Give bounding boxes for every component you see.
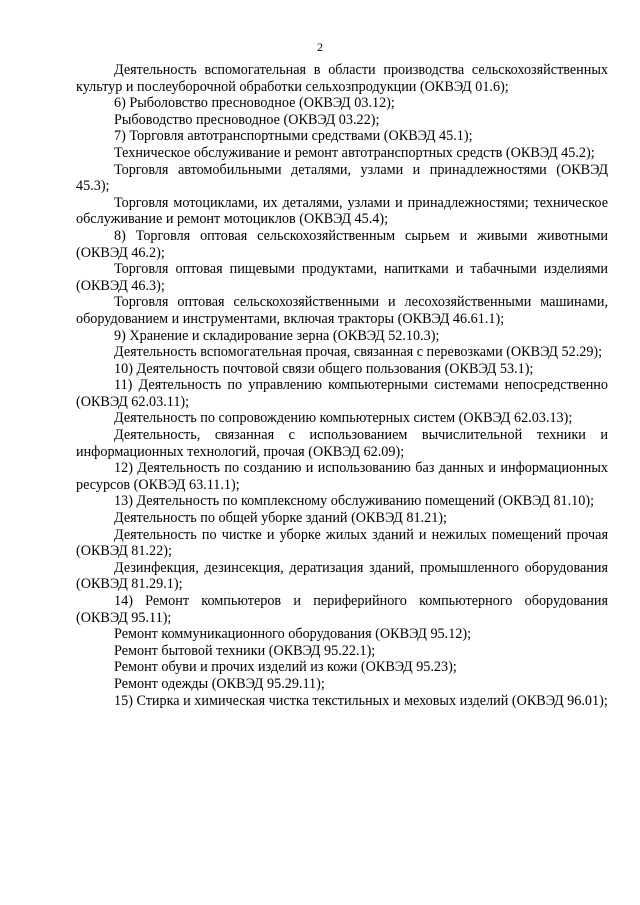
paragraph: Ремонт коммуникационного оборудования (ОКВЭД 95.12); xyxy=(114,626,472,643)
paragraph: Деятельность, связанная с использованием вычислительной техники и информационных технологий, прочая (ОКВЭД 62.09); xyxy=(76,427,608,460)
paragraph: 9) Хранение и складирование зерна (ОКВЭД 52.10.3); xyxy=(114,327,440,344)
paragraph: Ремонт одежды (ОКВЭД 95.29.11); xyxy=(114,675,325,692)
paragraph: Деятельность вспомогательная в области производства сельскохозяйственных культур и послеуборочной обработки сельхозпродукции (ОКВЭД 01.6); xyxy=(76,62,608,95)
paragraph: 6) Рыболовство пресноводное (ОКВЭД 03.12); xyxy=(114,95,395,112)
paragraph: Техническое обслуживание и ремонт автотранспортных средств (ОКВЭД 45.2); xyxy=(114,144,595,161)
page-number: 2 xyxy=(317,40,323,54)
paragraph: Дезинфекция, дезинсекция, дератизация зданий, промышленного оборудования (ОКВЭД 81.29.1); xyxy=(76,559,608,593)
paragraph: 8) Торговля оптовая сельскохозяйственным сырьем и живыми животными (ОКВЭД 46.2); xyxy=(76,227,608,261)
paragraph: 14) Ремонт компьютеров и периферийного компьютерного оборудования (ОКВЭД 95.11); xyxy=(76,593,608,626)
paragraph: 15) Стирка и химическая чистка текстильных и меховых изделий (ОКВЭД 96.01); xyxy=(114,692,608,709)
paragraph: Ремонт обуви и прочих изделий из кожи (ОКВЭД 95.23); xyxy=(114,659,457,676)
paragraph: 11) Деятельность по управлению компьютерными системами непосредственно (ОКВЭД 62.03.11); xyxy=(76,377,608,410)
paragraph: Торговля автомобильными деталями, узлами и принадлежностями (ОКВЭД 45.3); xyxy=(76,161,608,195)
paragraph: Деятельность по общей уборке зданий (ОКВЭД 81.21); xyxy=(114,510,447,527)
paragraph: Деятельность по сопровождению компьютерных систем (ОКВЭД 62.03.13); xyxy=(114,410,573,427)
paragraph: Деятельность вспомогательная прочая, связанная с перевозками (ОКВЭД 52.29); xyxy=(114,344,603,361)
paragraph: Деятельность по чистке и уборке жилых зданий и нежилых помещений прочая (ОКВЭД 81.22); xyxy=(76,526,608,560)
paragraph: Торговля мотоциклами, их деталями, узлами и принадлежностями; техническое обслуживание и ремонт мотоциклов (ОКВЭД 45.4); xyxy=(76,194,608,228)
paragraph: Ремонт бытовой техники (ОКВЭД 95.22.1); xyxy=(114,642,376,659)
document-body xyxy=(76,62,608,709)
paragraph: Рыбоводство пресноводное (ОКВЭД 03.22); xyxy=(114,111,380,128)
paragraph: 12) Деятельность по созданию и использованию баз данных и информационных ресурсов (ОКВЭД 63.11.1); xyxy=(76,460,608,493)
paragraph: 13) Деятельность по комплексному обслуживанию помещений (ОКВЭД 81.10); xyxy=(114,493,595,510)
paragraph: Торговля оптовая пищевыми продуктами, напитками и табачными изделиями (ОКВЭД 46.3); xyxy=(76,261,608,294)
paragraph: 10) Деятельность почтовой связи общего пользования (ОКВЭД 53.1); xyxy=(114,360,534,377)
paragraph: 7) Торговля автотранспортными средствами (ОКВЭД 45.1); xyxy=(114,128,473,145)
paragraph: Торговля оптовая сельскохозяйственными и лесохозяйственными машинами, оборудованием и инструментами, включая тракторы (ОКВЭД 46.61.1); xyxy=(76,294,608,327)
